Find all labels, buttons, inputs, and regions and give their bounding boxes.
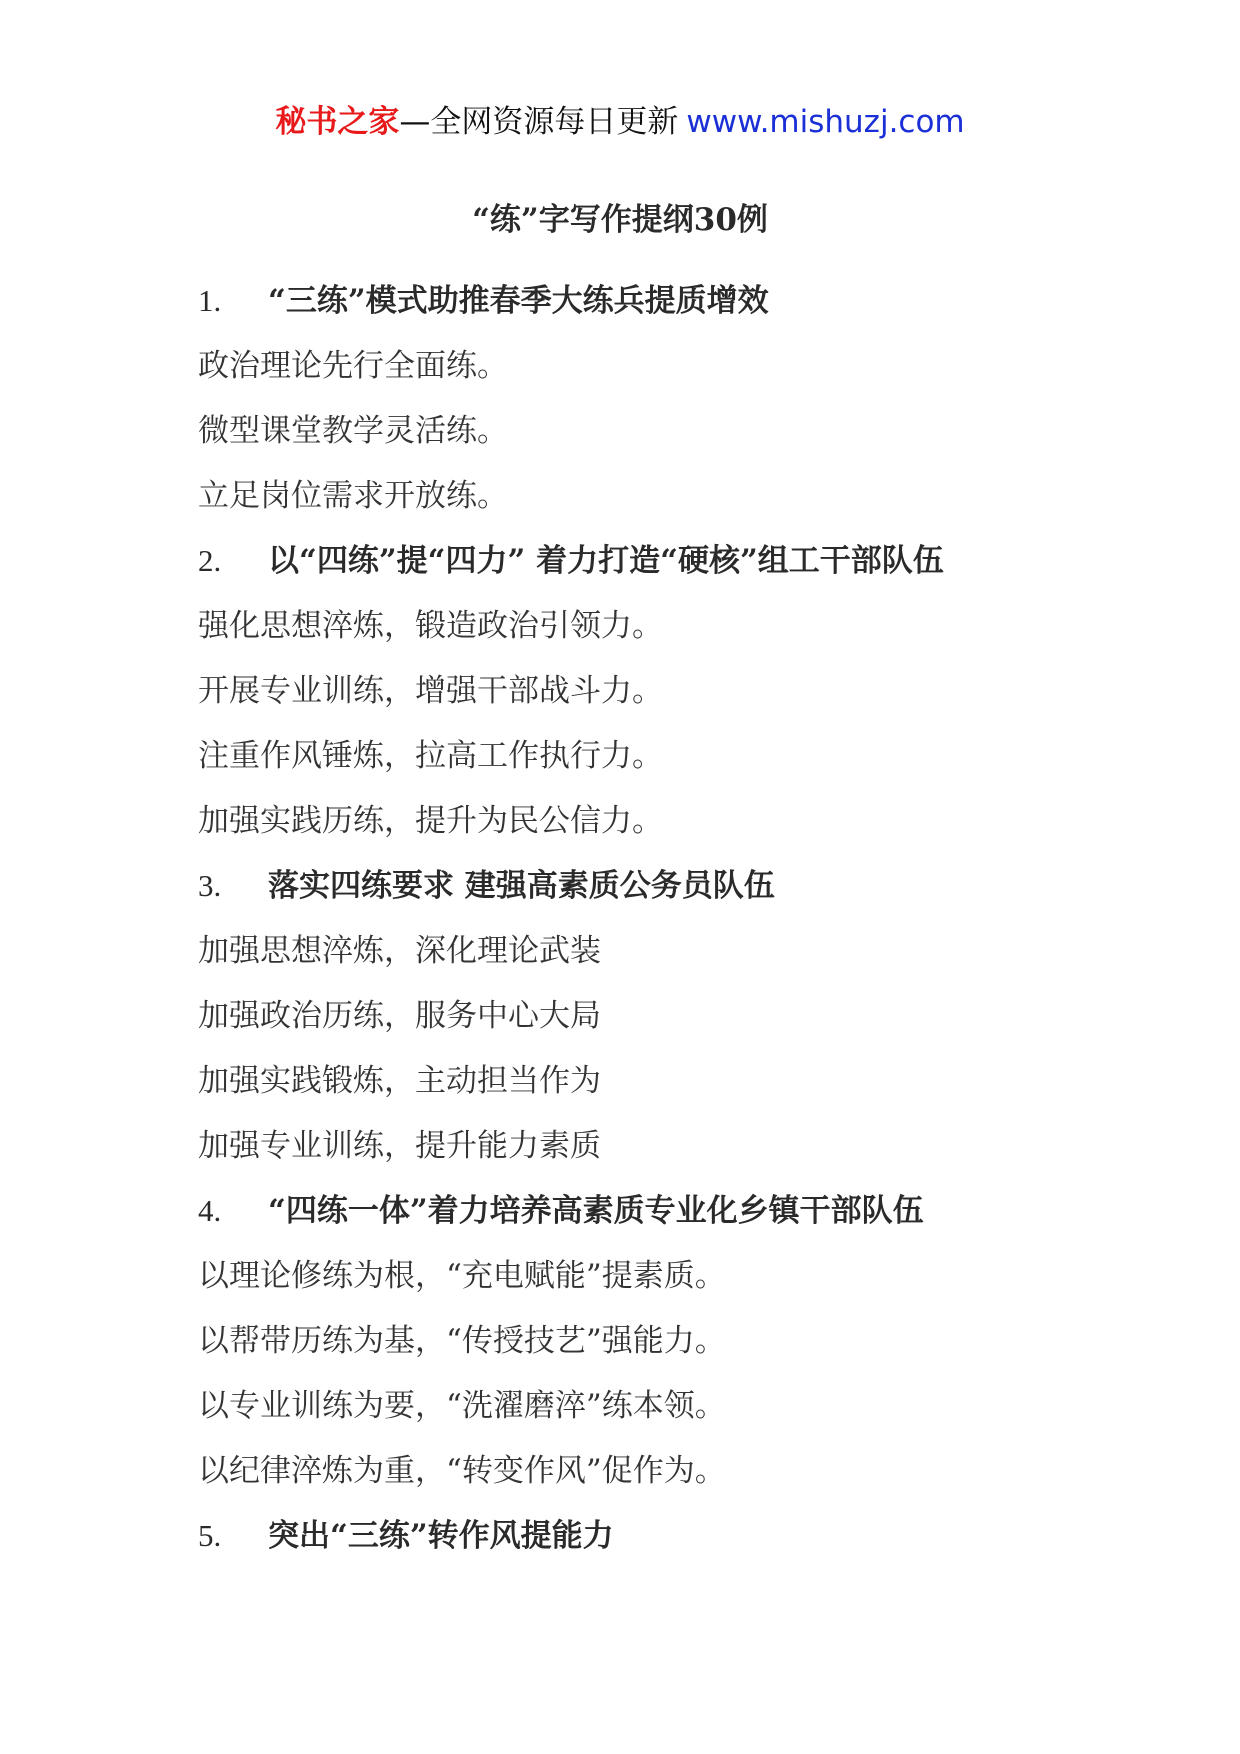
- list-item: 以专业训练为要，“洗濯磨淬”练本领。: [198, 1388, 726, 1424]
- section-heading: [198, 279, 1198, 344]
- section-heading-text: “四练一体”着力培养高素质专业化乡镇干部队伍: [268, 1193, 924, 1229]
- list-item: 注重作风锤炼，拉高工作执行力。: [198, 738, 663, 774]
- list-item: 政治理论先行全面练。: [198, 348, 508, 384]
- list-item: 加强思想淬炼，深化理论武装: [198, 933, 601, 969]
- list-item: 开展专业训练，增强干部战斗力。: [198, 673, 663, 709]
- document-body: [198, 279, 1198, 1579]
- list-item: 以帮带历练为基，“传授技艺”强能力。: [198, 1323, 726, 1359]
- section-number: 4.: [198, 1193, 222, 1228]
- document-title: “练”字写作提纲30例: [472, 202, 768, 238]
- section-number: 3.: [198, 868, 222, 903]
- section-heading-text: 以“四练”提“四力” 着力打造“硬核”组工干部队伍: [268, 543, 944, 579]
- site-tagline: —全网资源每日更新: [399, 104, 679, 140]
- site-brand: 秘书之家: [275, 104, 400, 140]
- section-heading: [198, 864, 1198, 929]
- section-heading-text: “三练”模式助推春季大练兵提质增效: [268, 283, 769, 319]
- section-heading: [198, 1514, 1198, 1579]
- list-item: 加强专业训练，提升能力素质: [198, 1128, 601, 1164]
- section-heading-text: 突出“三练”转作风提能力: [268, 1518, 614, 1554]
- list-item: 立足岗位需求开放练。: [198, 478, 508, 514]
- section-number: 2.: [198, 543, 222, 578]
- list-item: 微型课堂教学灵活练。: [198, 413, 508, 449]
- site-url-link[interactable]: www.mishuzj.com: [686, 104, 965, 140]
- list-item: 加强政治历练，服务中心大局: [198, 998, 601, 1034]
- section-heading-text: 落实四练要求 建强高素质公务员队伍: [268, 868, 775, 904]
- section-number: 5.: [198, 1518, 222, 1553]
- list-item: 以纪律淬炼为重，“转变作风”促作为。: [198, 1453, 726, 1489]
- list-item: 加强实践锻炼，主动担当作为: [198, 1063, 601, 1099]
- list-item: 以理论修练为根，“充电赋能”提素质。: [198, 1258, 726, 1294]
- list-item: 加强实践历练，提升为民公信力。: [198, 803, 663, 839]
- section-number: 1.: [198, 283, 222, 318]
- list-item: 强化思想淬炼，锻造政治引领力。: [198, 608, 663, 644]
- section-heading: [198, 1189, 1198, 1254]
- section-heading: [198, 539, 1198, 604]
- site-header: [0, 100, 1240, 144]
